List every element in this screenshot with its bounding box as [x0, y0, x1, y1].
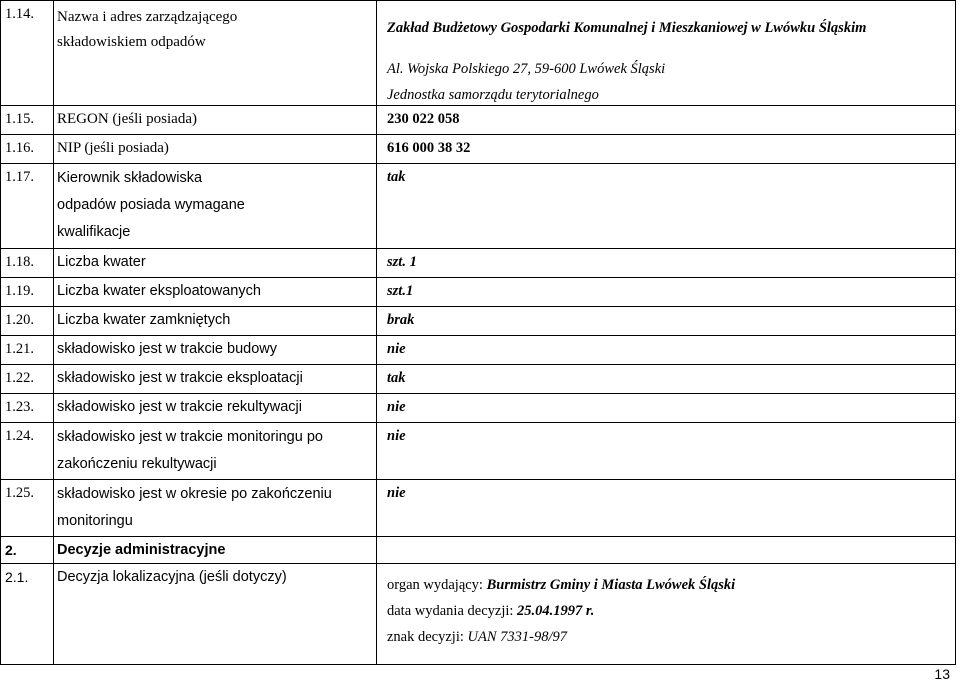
row-label: składowisko jest w trakcie rekultywacji	[54, 394, 377, 423]
row-label: składowisko jest w trakcie budowy	[54, 336, 377, 365]
reference-value: UAN 7331-98/97	[467, 629, 567, 645]
row-number: 1.24.	[1, 423, 54, 480]
row-label	[54, 480, 377, 537]
row-value: brak	[377, 307, 956, 336]
decision-authority	[387, 576, 955, 594]
row-label: REGON (jeśli posiada)	[54, 106, 377, 135]
row-label: NIP (jeśli posiada)	[54, 135, 377, 164]
row-value: nie	[377, 336, 956, 365]
table-row	[1, 135, 956, 164]
row-value: szt. 1	[377, 249, 956, 278]
table-row	[1, 106, 956, 135]
decision-reference	[387, 628, 955, 646]
row-value: nie	[377, 480, 956, 537]
table-row	[1, 480, 956, 537]
row-value: tak	[377, 164, 956, 249]
table-row	[1, 394, 956, 423]
row-label: Liczba kwater	[54, 249, 377, 278]
row-number: 1.25.	[1, 480, 54, 537]
table-row	[1, 164, 956, 249]
label-line: zakończeniu rekultywacji	[57, 456, 217, 472]
section-title: Decyzje administracyjne	[54, 537, 377, 564]
manager-name: Zakład Budżetowy Gospodarki Komunalnej i Mieszkaniowej w Lwówku Śląskim	[387, 20, 867, 36]
row-number: 1.17.	[1, 164, 54, 249]
section-header-row	[1, 537, 956, 564]
date-label: data wydania decyzji:	[387, 603, 518, 619]
authority-value: Burmistrz Gminy i Miasta Lwówek Śląski	[486, 577, 736, 593]
row-value: 230 022 058	[377, 106, 956, 135]
section-empty-cell	[377, 537, 956, 564]
row-number: 1.18.	[1, 249, 54, 278]
label-line: składowisko jest w trakcie monitoringu po	[57, 429, 323, 445]
row-value: nie	[377, 423, 956, 480]
table-row	[1, 249, 956, 278]
reference-label: znak decyzji:	[387, 629, 468, 645]
row-value	[377, 1, 956, 106]
label-line: składowisko jest w okresie po zakończeniu	[57, 486, 332, 502]
table-row	[1, 336, 956, 365]
row-number: 1.15.	[1, 106, 54, 135]
row-number: 1.14.	[1, 1, 54, 106]
row-label	[54, 1, 377, 106]
row-label: Liczba kwater zamkniętych	[54, 307, 377, 336]
row-number: 1.19.	[1, 278, 54, 307]
table-row	[1, 278, 956, 307]
authority-label: organ wydający:	[387, 577, 487, 593]
label-line: składowiskiem odpadów	[57, 34, 206, 50]
row-number: 1.21.	[1, 336, 54, 365]
page-number: 13	[934, 666, 950, 682]
table-row	[1, 307, 956, 336]
row-value: 616 000 38 32	[377, 135, 956, 164]
label-line: Kierownik składowiska	[57, 170, 203, 186]
row-label	[54, 423, 377, 480]
row-value: szt.1	[377, 278, 956, 307]
section-number: 2.	[1, 537, 54, 564]
label-line: odpadów posiada wymagane	[57, 197, 245, 213]
row-value	[377, 564, 956, 665]
table-row	[1, 1, 956, 106]
row-label	[54, 164, 377, 249]
label-line: monitoringu	[57, 513, 133, 529]
decision-date	[387, 602, 955, 620]
row-number: 1.20.	[1, 307, 54, 336]
table-row	[1, 423, 956, 480]
label-line: kwalifikacje	[57, 224, 131, 240]
row-label: Liczba kwater eksploatowanych	[54, 278, 377, 307]
row-value: nie	[377, 394, 956, 423]
row-number: 1.16.	[1, 135, 54, 164]
row-label: Decyzja lokalizacyjna (jeśli dotyczy)	[54, 564, 377, 665]
manager-type: Jednostka samorządu terytorialnego	[387, 87, 599, 103]
row-number: 1.22.	[1, 365, 54, 394]
row-number: 2.1.	[1, 564, 54, 665]
manager-address: Al. Wojska Polskiego 27, 59-600 Lwówek Śląski	[387, 61, 666, 77]
label-line: Nazwa i adres zarządzającego	[57, 9, 238, 25]
row-label: składowisko jest w trakcie eksploatacji	[54, 365, 377, 394]
table-row	[1, 564, 956, 665]
date-value: 25.04.1997 r.	[517, 603, 595, 619]
row-value: tak	[377, 365, 956, 394]
row-number: 1.23.	[1, 394, 54, 423]
table-row	[1, 365, 956, 394]
